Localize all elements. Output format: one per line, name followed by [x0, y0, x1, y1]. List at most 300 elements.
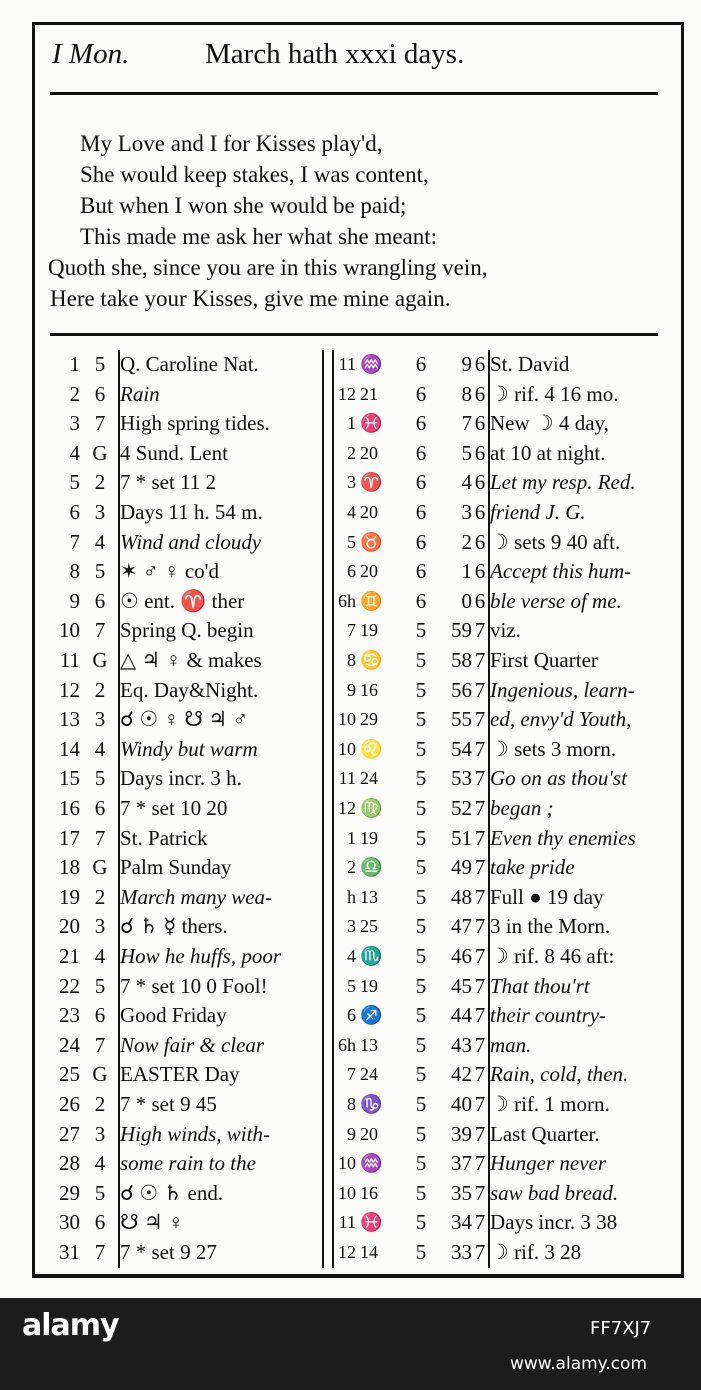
sunrise-hour: 5 — [415, 736, 427, 761]
sunset-hour: 7 — [474, 855, 486, 880]
calendar-table — [42, 350, 682, 1270]
weekday-letter: 6 — [94, 796, 106, 820]
event-text: Eq. Day&Night. — [120, 677, 259, 702]
table-row — [42, 380, 682, 410]
poem-line: This made me ask her what she meant: — [80, 224, 438, 249]
zodiac-sign: 24 — [360, 768, 378, 789]
day-number: 10 — [59, 618, 80, 643]
sunset-hour: 7 — [474, 1092, 486, 1116]
event-text: Spring Q. begin — [120, 618, 254, 643]
sunset-hour: 7 — [474, 1151, 486, 1176]
event-text: Days incr. 3 h. — [120, 766, 242, 791]
sunrise-hour: 5 — [415, 1210, 427, 1235]
sunset-hour: 7 — [474, 677, 486, 702]
day-number: 8 — [69, 559, 80, 584]
sunset-hour: 7 — [474, 973, 486, 998]
sunrise-hour: 5 — [415, 618, 427, 643]
table-row — [42, 794, 682, 824]
sunrise-hour: 5 — [415, 855, 427, 880]
sun-minutes: 9 — [461, 352, 472, 376]
weekday-letter: 6 — [94, 1003, 106, 1028]
weekday-letter: 3 — [94, 914, 106, 939]
sun-minutes: 5 — [461, 440, 472, 465]
sunset-hour: 6 — [474, 500, 486, 524]
weekday-letter: 4 — [94, 1151, 106, 1176]
table-row — [42, 468, 682, 498]
zodiac-sign: 20 — [360, 1123, 378, 1144]
table-row — [42, 1031, 682, 1061]
table-row — [42, 942, 682, 972]
event-text: March many wea- — [120, 884, 273, 909]
event-text: ☋ ♃ ♀ — [120, 1210, 184, 1235]
zodiac-sign: ♍ — [360, 798, 383, 818]
sun-minutes: 52 — [451, 796, 472, 820]
month-title: March hath xxxi days. — [205, 38, 465, 70]
table-row — [42, 498, 682, 528]
notes-text: Ingenious, learn- — [490, 677, 635, 702]
table-row — [42, 528, 682, 558]
event-text: High winds, with- — [120, 1121, 270, 1146]
day-number: 31 — [59, 1240, 80, 1264]
zodiac-sign: ♓ — [360, 1212, 383, 1233]
moon-place: 2 — [347, 857, 356, 878]
sun-minutes: 46 — [451, 944, 472, 968]
event-text: EASTER Day — [120, 1062, 240, 1087]
table-row — [42, 705, 682, 735]
day-number: 1 — [69, 352, 80, 376]
notes-text: ☽ rif. 4 16 mo. — [490, 381, 619, 406]
day-number: 21 — [59, 944, 80, 968]
event-text: Wind and cloudy — [120, 529, 262, 554]
table-row — [42, 1001, 682, 1031]
zodiac-sign: ♒ — [360, 1153, 383, 1174]
table-row — [42, 587, 682, 617]
day-number: 12 — [59, 677, 80, 702]
moon-place: 6 — [347, 561, 356, 582]
zodiac-sign: 14 — [360, 1242, 378, 1262]
table-row — [42, 1179, 682, 1209]
sunset-hour: 7 — [474, 1062, 486, 1087]
day-number: 2 — [69, 381, 80, 406]
zodiac-sign: 20 — [360, 442, 378, 463]
header-rule — [50, 92, 658, 95]
event-text: Days 11 h. 54 m. — [120, 500, 263, 524]
event-text: How he huffs, poor — [120, 944, 282, 968]
sun-minutes: 55 — [451, 707, 472, 732]
sun-minutes: 43 — [451, 1032, 472, 1057]
moon-place: 11 — [338, 1212, 356, 1233]
zodiac-sign: 19 — [360, 975, 378, 996]
weekday-letter: 5 — [94, 352, 106, 376]
zodiac-sign: 24 — [360, 1064, 378, 1085]
weekday-letter: 2 — [94, 470, 106, 495]
sunrise-hour: 6 — [415, 381, 427, 406]
weekday-letter: 2 — [94, 1092, 106, 1116]
notes-text: ed, envy'd Youth, — [490, 707, 632, 732]
sun-minutes: 39 — [451, 1121, 472, 1146]
sun-minutes: 53 — [451, 766, 472, 791]
day-number: 6 — [69, 500, 80, 524]
moon-place: 7 — [347, 620, 356, 641]
moon-place: 6h — [338, 590, 356, 611]
sunset-hour: 7 — [474, 1180, 486, 1205]
zodiac-sign: 29 — [360, 709, 378, 730]
sunrise-hour: 6 — [415, 529, 427, 554]
moon-place: 11 — [338, 354, 356, 374]
notes-text: ☽ sets 3 morn. — [490, 736, 617, 761]
event-text: ☌ ☉ ♀ ☋ ♃ ♂ — [120, 707, 249, 732]
weekday-letter: 3 — [94, 707, 106, 732]
notes-text: New ☽ 4 day, — [490, 411, 609, 436]
sunset-hour: 6 — [474, 411, 486, 436]
day-number: 15 — [59, 766, 80, 791]
zodiac-sign: 25 — [360, 916, 378, 937]
sunset-hour: 7 — [474, 796, 486, 820]
day-number: 16 — [59, 796, 80, 820]
weekday-letter: 3 — [94, 1121, 106, 1146]
sun-minutes: 37 — [451, 1151, 472, 1176]
sunset-hour: 7 — [474, 944, 486, 968]
sun-minutes: 40 — [451, 1092, 472, 1116]
sunset-hour: 7 — [474, 914, 486, 939]
moon-place: 6 — [347, 1005, 356, 1026]
event-text: Windy but warm — [120, 736, 258, 761]
table-row — [42, 1208, 682, 1238]
zodiac-sign: 20 — [360, 561, 378, 582]
notes-text: take pride — [490, 855, 575, 880]
zodiac-sign: ♓ — [360, 413, 383, 434]
day-number: 13 — [59, 707, 80, 732]
moon-place: 7 — [347, 1064, 356, 1085]
event-text: 7 * set 10 20 — [120, 796, 228, 820]
table-row — [42, 1090, 682, 1120]
event-text: 7 * set 10 0 Fool! — [120, 973, 268, 998]
sun-minutes: 0 — [461, 588, 472, 613]
day-number: 24 — [59, 1032, 80, 1057]
sunset-hour: 7 — [474, 707, 486, 732]
sunrise-hour: 5 — [415, 766, 427, 791]
table-row — [42, 439, 682, 469]
zodiac-sign: 13 — [360, 886, 378, 907]
sunset-hour: 6 — [474, 588, 486, 613]
event-text: ✶ ♂ ♀ co'd — [120, 559, 219, 584]
event-text: ☌ ♄ ☿ thers. — [120, 914, 228, 939]
sunset-hour: 7 — [474, 1003, 486, 1028]
sunrise-hour: 6 — [415, 500, 427, 524]
table-row — [42, 350, 682, 380]
sunset-hour: 7 — [474, 618, 486, 643]
moon-place: 5 — [347, 975, 356, 996]
sunrise-hour: 5 — [415, 1003, 427, 1028]
day-number: 29 — [59, 1180, 80, 1205]
weekday-letter: G — [92, 1062, 108, 1087]
event-text: Q. Caroline Nat. — [120, 352, 259, 376]
sunrise-hour: 6 — [415, 588, 427, 613]
weekday-letter: 6 — [94, 1210, 106, 1235]
notes-text: That thou'rt — [490, 973, 590, 998]
table-row — [42, 735, 682, 765]
sunrise-hour: 6 — [415, 470, 427, 495]
sunrise-hour: 5 — [415, 944, 427, 968]
sunrise-hour: 5 — [415, 825, 427, 850]
weekday-letter: 6 — [94, 381, 106, 406]
notes-text: man. — [490, 1032, 532, 1057]
brand-url: www.alamy.com — [510, 1354, 648, 1374]
weekday-letter: 7 — [94, 825, 106, 850]
moon-place: 10 — [338, 1182, 356, 1203]
day-number: 11 — [59, 648, 80, 672]
weekday-letter: 7 — [94, 1240, 106, 1264]
image-code: FF7XJ7 — [590, 1318, 652, 1339]
day-number: 23 — [59, 1003, 80, 1028]
day-number: 20 — [59, 914, 80, 939]
weekday-letter: 4 — [94, 736, 106, 761]
table-row — [42, 676, 682, 706]
moon-place: 10 — [338, 738, 356, 759]
zodiac-sign: ♏ — [360, 946, 383, 966]
notes-text: Rain, cold, then. — [490, 1062, 629, 1087]
sunrise-hour: 5 — [415, 1240, 427, 1264]
sunrise-hour: 5 — [415, 884, 427, 909]
table-row — [42, 883, 682, 913]
moon-place: 8 — [347, 650, 356, 670]
table-row — [42, 764, 682, 794]
moon-place: 4 — [347, 946, 356, 966]
sunset-hour: 6 — [474, 529, 486, 554]
sunset-hour: 7 — [474, 825, 486, 850]
sunset-hour: 6 — [474, 559, 486, 584]
brand-logo: alamy — [22, 1308, 119, 1343]
sun-minutes: 59 — [451, 618, 472, 643]
notes-text: friend J. G. — [490, 500, 586, 524]
event-text: High spring tides. — [120, 411, 270, 436]
notes-text: Let my resp. Red. — [490, 470, 636, 495]
sun-minutes: 45 — [451, 973, 472, 998]
month-header — [50, 38, 670, 82]
table-row — [42, 972, 682, 1002]
notes-text: their country- — [490, 1003, 607, 1028]
poem-line: But when I won she would be paid; — [80, 193, 407, 218]
moon-place: 3 — [347, 916, 356, 937]
moon-place: 3 — [347, 472, 356, 493]
sunset-hour: 7 — [474, 884, 486, 909]
sun-minutes: 4 — [461, 470, 472, 495]
day-number: 28 — [59, 1151, 80, 1176]
sun-minutes: 44 — [451, 1003, 472, 1028]
weekday-letter: 4 — [94, 944, 106, 968]
weekday-letter: 2 — [94, 884, 106, 909]
zodiac-sign: ♌ — [360, 738, 383, 759]
sun-minutes: 42 — [451, 1062, 472, 1087]
sunrise-hour: 6 — [415, 352, 427, 376]
poem-rule — [50, 333, 658, 336]
sun-minutes: 35 — [451, 1180, 472, 1205]
sun-minutes: 56 — [451, 677, 472, 702]
notes-text: 3 in the Morn. — [490, 914, 611, 939]
notes-text: Last Quarter. — [490, 1121, 600, 1146]
sunrise-hour: 5 — [415, 677, 427, 702]
notes-text: Days incr. 3 38 — [490, 1210, 618, 1235]
moon-place: 11 — [338, 768, 356, 789]
table-row — [42, 409, 682, 439]
day-number: 19 — [59, 884, 80, 909]
sunset-hour: 7 — [474, 1121, 486, 1146]
table-row — [42, 1238, 682, 1268]
moon-place: h — [347, 886, 356, 907]
notes-text: saw bad bread. — [490, 1180, 619, 1205]
day-number: 25 — [59, 1062, 80, 1087]
notes-text: First Quarter — [490, 648, 598, 672]
notes-text: began ; — [490, 796, 554, 820]
sunrise-hour: 5 — [415, 648, 427, 672]
zodiac-sign: ♋ — [360, 650, 383, 670]
zodiac-sign: 19 — [360, 827, 378, 848]
sun-minutes: 2 — [461, 529, 472, 554]
moon-place: 6h — [338, 1034, 356, 1055]
sunrise-hour: 5 — [415, 1032, 427, 1057]
zodiac-sign: 21 — [360, 383, 378, 404]
event-text: ☌ ☉ ♄ end. — [120, 1180, 224, 1205]
sunrise-hour: 6 — [415, 411, 427, 436]
zodiac-sign: 16 — [360, 679, 378, 700]
poem-line: Here take your Kisses, give me mine again. — [50, 286, 451, 311]
day-number: 30 — [59, 1210, 80, 1235]
sun-minutes: 34 — [451, 1210, 472, 1235]
sunset-hour: 7 — [474, 766, 486, 791]
weekday-letter: 5 — [94, 1180, 106, 1205]
notes-text: Accept this hum- — [490, 559, 632, 584]
event-text: some rain to the — [120, 1151, 256, 1176]
moon-place: 1 — [347, 413, 356, 434]
table-row — [42, 853, 682, 883]
notes-text: Full ● 19 day — [490, 884, 604, 909]
moon-place: 2 — [347, 442, 356, 463]
moon-place: 12 — [338, 798, 356, 818]
sun-minutes: 8 — [461, 381, 472, 406]
weekday-letter: 5 — [94, 559, 106, 584]
month-label: I Mon. — [52, 38, 130, 70]
table-row — [42, 616, 682, 646]
zodiac-sign: ♎ — [360, 857, 383, 878]
notes-text: Even thy enemies — [490, 825, 636, 850]
sun-minutes: 48 — [451, 884, 472, 909]
event-text: ☉ ent. ♈ ther — [120, 588, 245, 613]
moon-place: 10 — [338, 1153, 356, 1174]
day-number: 26 — [59, 1092, 80, 1116]
notes-text: Go on as thou'st — [490, 766, 627, 791]
weekday-letter: 5 — [94, 766, 106, 791]
poem-line: Quoth she, since you are in this wrangling vein, — [48, 255, 488, 280]
table-row — [42, 1120, 682, 1150]
event-text: 7 * set 9 45 — [120, 1092, 217, 1116]
event-text: Rain — [120, 381, 160, 406]
moon-place: 9 — [347, 1123, 356, 1144]
sun-minutes: 58 — [451, 648, 472, 672]
zodiac-sign: ♐ — [360, 1005, 383, 1026]
table-row — [42, 646, 682, 676]
notes-text: St. David — [490, 352, 570, 376]
weekday-letter: 6 — [94, 588, 106, 613]
sun-minutes: 47 — [451, 914, 472, 939]
table-row — [42, 912, 682, 942]
notes-text: at 10 at night. — [490, 440, 606, 465]
day-number: 14 — [59, 736, 80, 761]
zodiac-sign: 13 — [360, 1034, 378, 1055]
sunset-hour: 7 — [474, 1032, 486, 1057]
event-text: St. Patrick — [120, 825, 208, 850]
watermark-bar — [0, 1298, 701, 1390]
sunset-hour: 6 — [474, 352, 486, 376]
day-number: 18 — [59, 855, 80, 880]
day-number: 4 — [69, 440, 80, 465]
moon-place: 5 — [347, 531, 356, 552]
sun-minutes: 33 — [451, 1240, 472, 1264]
weekday-letter: G — [92, 440, 108, 465]
sun-minutes: 51 — [451, 825, 472, 850]
day-number: 27 — [59, 1121, 80, 1146]
notes-text: ☽ sets 9 40 aft. — [490, 529, 621, 554]
zodiac-sign: 16 — [360, 1182, 378, 1203]
moon-place: 10 — [338, 709, 356, 730]
event-text: 7 * set 9 27 — [120, 1240, 217, 1264]
moon-place: 12 — [338, 383, 356, 404]
notes-text: ☽ rif. 8 46 aft: — [490, 944, 615, 968]
poem-line: She would keep stakes, I was content, — [80, 162, 429, 187]
sun-minutes: 7 — [461, 411, 472, 436]
sunrise-hour: 6 — [415, 440, 427, 465]
poem — [40, 128, 680, 314]
zodiac-sign: 19 — [360, 620, 378, 641]
zodiac-sign: 20 — [360, 502, 378, 522]
day-number: 3 — [69, 411, 80, 436]
event-text: 4 Sund. Lent — [120, 440, 228, 465]
day-number: 17 — [59, 825, 80, 850]
notes-text: ☽ rif. 1 morn. — [490, 1092, 610, 1116]
event-text: Good Friday — [120, 1003, 227, 1028]
moon-place: 4 — [347, 502, 356, 522]
zodiac-sign: ♊ — [360, 590, 383, 611]
table-row — [42, 1060, 682, 1090]
table-row — [42, 557, 682, 587]
notes-text: ☽ rif. 3 28 — [490, 1240, 582, 1264]
weekday-letter: 7 — [94, 618, 106, 643]
sunrise-hour: 5 — [415, 796, 427, 820]
event-text: △ ♃ ♀ & makes — [120, 648, 262, 672]
sunrise-hour: 5 — [415, 1151, 427, 1176]
sun-minutes: 54 — [451, 736, 472, 761]
event-text: 7 * set 11 2 — [120, 470, 217, 495]
notes-text: viz. — [490, 618, 521, 643]
weekday-letter: 7 — [94, 1032, 106, 1057]
sun-minutes: 3 — [461, 500, 472, 524]
sunset-hour: 6 — [474, 381, 486, 406]
weekday-letter: G — [92, 855, 108, 880]
table-row — [42, 824, 682, 854]
notes-text: Hunger never — [490, 1151, 607, 1176]
notes-text: ble verse of me. — [490, 588, 622, 613]
sunset-hour: 7 — [474, 736, 486, 761]
sun-minutes: 49 — [451, 855, 472, 880]
sunrise-hour: 5 — [415, 707, 427, 732]
zodiac-sign: ♉ — [360, 531, 383, 552]
sunrise-hour: 5 — [415, 914, 427, 939]
day-number: 5 — [69, 470, 80, 495]
table-row — [42, 1149, 682, 1179]
zodiac-sign: ♑ — [360, 1094, 383, 1114]
sunrise-hour: 5 — [415, 1062, 427, 1087]
day-number: 22 — [59, 973, 80, 998]
moon-place: 1 — [347, 827, 356, 848]
